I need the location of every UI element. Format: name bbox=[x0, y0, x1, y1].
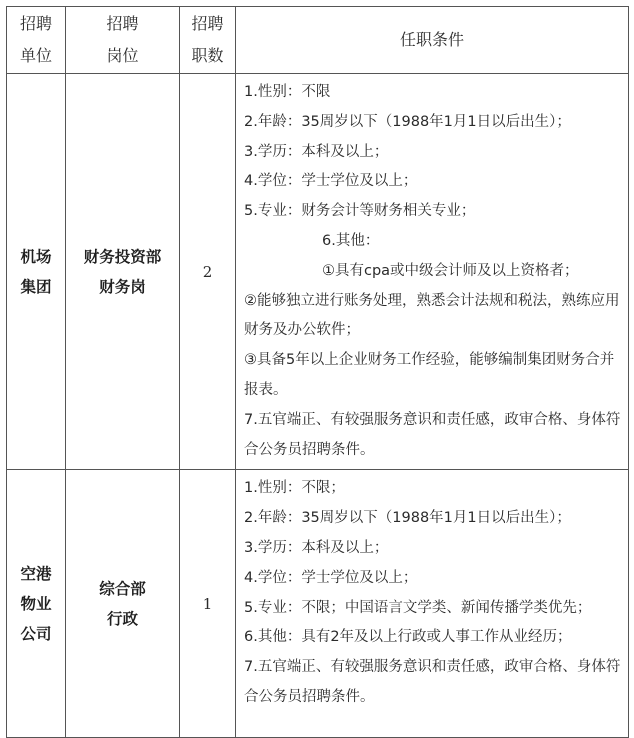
requirement-line: 7.五官端正、有较强服务意识和责任感，政审合格、身体符合公务员招聘条件。 bbox=[244, 411, 621, 458]
requirement-line: 5.专业：不限；中国语言文学类、新闻传播学类优先； bbox=[244, 599, 592, 616]
requirement-line: 4.学位：学士学位及以上； bbox=[244, 173, 418, 190]
requirement-line: 1.性别：不限 bbox=[244, 84, 331, 100]
requirement-line: 3.学历：本科及以上； bbox=[244, 539, 389, 556]
row-count: 1 bbox=[180, 470, 236, 738]
requirement-line: 2.年龄：35周岁以下（1988年1月1日以后出生）； bbox=[244, 113, 571, 130]
header-unit: 招聘 单位 bbox=[7, 7, 66, 74]
requirement-line: 2.年龄：35周岁以下（1988年1月1日以后出生）； bbox=[244, 510, 571, 527]
requirement-line: 6.其他：具有2年及以上行政或人事工作从业经历； bbox=[244, 629, 572, 646]
requirement-line: ③具备5年以上企业财务工作经验，能够编制集团财务合并报表。 bbox=[244, 352, 615, 398]
requirement-line: 7.五官端正、有较强服务意识和责任感，政审合格、身体符合公务员招聘条件。 bbox=[244, 659, 621, 705]
requirement-line: 1.性别：不限； bbox=[244, 480, 345, 497]
requirement-line: ②能够独立进行账务处理，熟悉会计法规和税法，熟练应用财务及办公软件； bbox=[244, 292, 620, 339]
requirement-line: 4.学位：学士学位及以上； bbox=[244, 569, 418, 586]
row-unit: 空港 物业 公司 bbox=[7, 470, 66, 738]
recruitment-table bbox=[6, 6, 629, 738]
requirement-line: ①具有cpa或中级会计师及以上资格者； bbox=[322, 262, 579, 279]
requirement-line: 5.专业：财务会计等财务相关专业； bbox=[244, 203, 476, 220]
row-requirements bbox=[236, 470, 629, 738]
row-unit: 机场 集团 bbox=[7, 74, 66, 470]
row-position: 财务投资部 财务岗 bbox=[66, 74, 180, 470]
table-row bbox=[7, 74, 629, 470]
row-count: 2 bbox=[180, 74, 236, 470]
row-requirements bbox=[236, 74, 629, 470]
header-position: 招聘 岗位 bbox=[66, 7, 180, 74]
header-count: 招聘 职数 bbox=[180, 7, 236, 74]
table-row bbox=[7, 470, 629, 738]
table-header-row bbox=[7, 7, 629, 74]
requirement-line: 3.学历：本科及以上； bbox=[244, 143, 389, 160]
requirement-line: 6.其他： bbox=[322, 232, 380, 249]
row-position: 综合部 行政 bbox=[66, 470, 180, 738]
header-requirements: 任职条件 bbox=[236, 7, 629, 74]
